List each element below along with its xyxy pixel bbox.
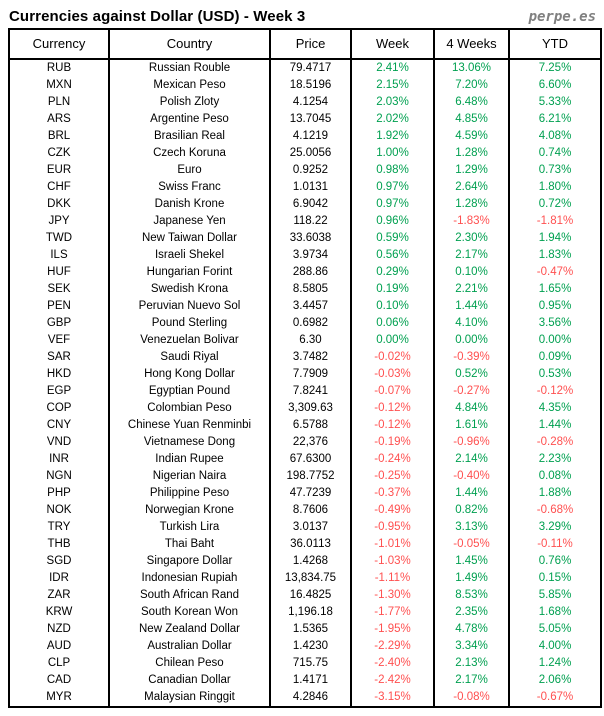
currency-code-cell: NOK	[10, 502, 110, 519]
currency-code-cell: EGP	[10, 383, 110, 400]
table-row	[10, 400, 600, 417]
ytd-change-cell: 1.83%	[538, 249, 572, 261]
price-cell: 0.6982	[271, 315, 352, 332]
col-header-4weeks: 4 Weeks	[435, 30, 510, 58]
table-row	[10, 689, 600, 706]
country-cell: Russian Rouble	[110, 60, 271, 77]
country-cell: Danish Krone	[110, 196, 271, 213]
ytd-change-cell: 1.68%	[538, 606, 572, 618]
country-cell: Polish Zloty	[110, 94, 271, 111]
table-row	[10, 366, 600, 383]
price-cell: 6.9042	[271, 196, 352, 213]
4weeks-change-cell: 2.17%	[435, 672, 510, 689]
ytd-change-cell: 1.80%	[538, 181, 572, 193]
table-row	[10, 77, 600, 94]
country-cell: Israeli Shekel	[110, 247, 271, 264]
table-row	[10, 264, 600, 281]
week-change-cell: 0.97%	[352, 196, 435, 213]
ytd-change-cell: 0.53%	[538, 368, 572, 380]
country-cell: Vietnamese Dong	[110, 434, 271, 451]
table-row	[10, 553, 600, 570]
ytd-change-cell: 0.09%	[538, 351, 572, 363]
4weeks-change-cell: 3.34%	[435, 638, 510, 655]
table-row	[10, 519, 600, 536]
ytd-change-cell: 3.56%	[538, 317, 572, 329]
country-cell: Mexican Peso	[110, 77, 271, 94]
col-header-price: Price	[271, 30, 352, 58]
price-cell: 1.4171	[271, 672, 352, 689]
ytd-change-cell: 6.21%	[538, 113, 572, 125]
week-change-cell: 0.97%	[352, 179, 435, 196]
price-cell: 79.4717	[271, 60, 352, 77]
week-change-cell: 0.10%	[352, 298, 435, 315]
4weeks-change-cell: 0.10%	[435, 264, 510, 281]
price-cell: 0.9252	[271, 162, 352, 179]
ytd-change-cell: -1.81%	[536, 215, 574, 227]
ytd-change-cell: 0.08%	[538, 470, 572, 482]
price-cell: 1.4268	[271, 553, 352, 570]
currency-code-cell: MYR	[10, 689, 110, 706]
table-row	[10, 383, 600, 400]
table-row	[10, 417, 600, 434]
week-change-cell: -1.77%	[352, 604, 435, 621]
ytd-change-cell: 1.94%	[538, 232, 572, 244]
currency-code-cell: IDR	[10, 570, 110, 587]
4weeks-change-cell: -0.40%	[435, 468, 510, 485]
currency-code-cell: CHF	[10, 179, 110, 196]
table-row	[10, 230, 600, 247]
4weeks-change-cell: -0.05%	[435, 536, 510, 553]
ytd-change-cell: 3.29%	[538, 521, 572, 533]
table-row	[10, 451, 600, 468]
country-cell: Argentine Peso	[110, 111, 271, 128]
ytd-change-cell: 5.85%	[538, 589, 572, 601]
4weeks-change-cell: 1.29%	[435, 162, 510, 179]
table-row	[10, 349, 600, 366]
country-cell: Nigerian Naira	[110, 468, 271, 485]
week-change-cell: 0.98%	[352, 162, 435, 179]
week-change-cell: -0.03%	[352, 366, 435, 383]
4weeks-change-cell: 4.85%	[435, 111, 510, 128]
ytd-change-cell: 4.35%	[538, 402, 572, 414]
4weeks-change-cell: -1.83%	[435, 213, 510, 230]
table-row	[10, 298, 600, 315]
ytd-change-cell: 5.05%	[538, 623, 572, 635]
table-row	[10, 570, 600, 587]
price-cell: 6.30	[271, 332, 352, 349]
4weeks-change-cell: 0.82%	[435, 502, 510, 519]
week-change-cell: 1.92%	[352, 128, 435, 145]
currency-code-cell: DKK	[10, 196, 110, 213]
ytd-change-cell: -0.11%	[537, 538, 573, 550]
4weeks-change-cell: 1.61%	[435, 417, 510, 434]
week-change-cell: -0.25%	[352, 468, 435, 485]
table-row	[10, 162, 600, 179]
ytd-change-cell: 0.72%	[538, 198, 572, 210]
ytd-change-cell: 0.74%	[538, 147, 572, 159]
country-cell: New Zealand Dollar	[110, 621, 271, 638]
4weeks-change-cell: -0.39%	[435, 349, 510, 366]
table-row	[10, 434, 600, 451]
country-cell: Saudi Riyal	[110, 349, 271, 366]
price-cell: 7.7909	[271, 366, 352, 383]
week-change-cell: 2.41%	[352, 60, 435, 77]
week-change-cell: 0.29%	[352, 264, 435, 281]
table-row	[10, 536, 600, 553]
week-change-cell: 0.56%	[352, 247, 435, 264]
price-cell: 288.86	[271, 264, 352, 281]
table-row	[10, 281, 600, 298]
4weeks-change-cell: 2.21%	[435, 281, 510, 298]
price-cell: 3.0137	[271, 519, 352, 536]
table-row	[10, 94, 600, 111]
currency-code-cell: AUD	[10, 638, 110, 655]
currency-code-cell: JPY	[10, 213, 110, 230]
week-change-cell: 0.59%	[352, 230, 435, 247]
4weeks-change-cell: -0.27%	[435, 383, 510, 400]
currency-code-cell: ILS	[10, 247, 110, 264]
col-header-currency: Currency	[10, 30, 110, 58]
currency-code-cell: CAD	[10, 672, 110, 689]
table-row	[10, 672, 600, 689]
price-cell: 22,376	[271, 434, 352, 451]
week-change-cell: -1.30%	[352, 587, 435, 604]
week-change-cell: 2.15%	[352, 77, 435, 94]
price-cell: 3.9734	[271, 247, 352, 264]
country-cell: Chinese Yuan Renminbi	[110, 417, 271, 434]
4weeks-change-cell: 4.84%	[435, 400, 510, 417]
price-cell: 118.22	[271, 213, 352, 230]
ytd-change-cell: 1.65%	[538, 283, 572, 295]
price-cell: 1,196.18	[271, 604, 352, 621]
week-change-cell: 2.02%	[352, 111, 435, 128]
country-cell: Malaysian Ringgit	[110, 689, 271, 706]
currency-code-cell: PHP	[10, 485, 110, 502]
currency-code-cell: BRL	[10, 128, 110, 145]
week-change-cell: -3.15%	[352, 689, 435, 706]
country-cell: South Korean Won	[110, 604, 271, 621]
ytd-change-cell: 0.00%	[538, 334, 572, 346]
brand-watermark: perpe.es	[528, 9, 596, 25]
price-cell: 1.5365	[271, 621, 352, 638]
country-cell: Peruvian Nuevo Sol	[110, 298, 271, 315]
week-change-cell: 0.96%	[352, 213, 435, 230]
4weeks-change-cell: 2.14%	[435, 451, 510, 468]
currency-code-cell: ZAR	[10, 587, 110, 604]
country-cell: Turkish Lira	[110, 519, 271, 536]
country-cell: Thai Baht	[110, 536, 271, 553]
ytd-change-cell: 7.25%	[538, 62, 572, 74]
currency-code-cell: TWD	[10, 230, 110, 247]
week-change-cell: 1.00%	[352, 145, 435, 162]
price-cell: 3.7482	[271, 349, 352, 366]
currency-code-cell: EUR	[10, 162, 110, 179]
4weeks-change-cell: 7.20%	[435, 77, 510, 94]
ytd-change-cell: -0.28%	[536, 436, 574, 448]
currency-code-cell: TRY	[10, 519, 110, 536]
4weeks-change-cell: 1.44%	[435, 298, 510, 315]
country-cell: Colombian Peso	[110, 400, 271, 417]
country-cell: Philippine Peso	[110, 485, 271, 502]
week-change-cell: 2.03%	[352, 94, 435, 111]
currency-code-cell: CNY	[10, 417, 110, 434]
week-change-cell: -0.24%	[352, 451, 435, 468]
ytd-change-cell: 0.15%	[538, 572, 572, 584]
price-cell: 3.4457	[271, 298, 352, 315]
currency-code-cell: KRW	[10, 604, 110, 621]
4weeks-change-cell: 2.30%	[435, 230, 510, 247]
table-row	[10, 332, 600, 349]
country-cell: Swiss Franc	[110, 179, 271, 196]
ytd-change-cell: -0.47%	[536, 266, 574, 278]
currency-code-cell: CZK	[10, 145, 110, 162]
ytd-change-cell: 4.00%	[538, 640, 572, 652]
currency-code-cell: COP	[10, 400, 110, 417]
country-cell: Singapore Dollar	[110, 553, 271, 570]
price-cell: 16.4825	[271, 587, 352, 604]
currency-code-cell: VND	[10, 434, 110, 451]
col-header-country: Country	[110, 30, 271, 58]
price-cell: 4.2846	[271, 689, 352, 706]
price-cell: 8.7606	[271, 502, 352, 519]
currency-code-cell: MXN	[10, 77, 110, 94]
table-row	[10, 196, 600, 213]
price-cell: 7.8241	[271, 383, 352, 400]
week-change-cell: 0.06%	[352, 315, 435, 332]
table-row	[10, 128, 600, 145]
country-cell: Australian Dollar	[110, 638, 271, 655]
table-row	[10, 638, 600, 655]
week-change-cell: -0.12%	[352, 417, 435, 434]
col-header-week: Week	[352, 30, 435, 58]
price-cell: 18.5196	[271, 77, 352, 94]
country-cell: Japanese Yen	[110, 213, 271, 230]
price-cell: 67.6300	[271, 451, 352, 468]
country-cell: New Taiwan Dollar	[110, 230, 271, 247]
country-cell: Euro	[110, 162, 271, 179]
4weeks-change-cell: -0.08%	[435, 689, 510, 706]
week-change-cell: -2.29%	[352, 638, 435, 655]
table-row	[10, 468, 600, 485]
ytd-change-cell: 0.76%	[538, 555, 572, 567]
ytd-change-cell: 2.23%	[538, 453, 572, 465]
table-row	[10, 247, 600, 264]
week-change-cell: -2.42%	[352, 672, 435, 689]
country-cell: Brasilian Real	[110, 128, 271, 145]
currency-code-cell: THB	[10, 536, 110, 553]
week-change-cell: -0.07%	[352, 383, 435, 400]
currency-code-cell: INR	[10, 451, 110, 468]
currency-code-cell: HKD	[10, 366, 110, 383]
week-change-cell: 0.00%	[352, 332, 435, 349]
week-change-cell: -0.12%	[352, 400, 435, 417]
week-change-cell: -0.02%	[352, 349, 435, 366]
ytd-change-cell: -0.67%	[536, 691, 574, 703]
table-header-row	[10, 30, 600, 60]
country-cell: Venezuelan Bolivar	[110, 332, 271, 349]
4weeks-change-cell: 1.28%	[435, 196, 510, 213]
price-cell: 8.5805	[271, 281, 352, 298]
table-row	[10, 145, 600, 162]
table-row	[10, 60, 600, 77]
price-cell: 47.7239	[271, 485, 352, 502]
4weeks-change-cell: 1.45%	[435, 553, 510, 570]
week-change-cell: -0.95%	[352, 519, 435, 536]
currency-code-cell: NZD	[10, 621, 110, 638]
country-cell: Pound Sterling	[110, 315, 271, 332]
currency-code-cell: NGN	[10, 468, 110, 485]
country-cell: Czech Koruna	[110, 145, 271, 162]
table-row	[10, 621, 600, 638]
table-row	[10, 179, 600, 196]
currency-code-cell: SGD	[10, 553, 110, 570]
week-change-cell: -1.11%	[352, 570, 435, 587]
country-cell: Hungarian Forint	[110, 264, 271, 281]
table-row	[10, 111, 600, 128]
page-title: Currencies against Dollar (USD) - Week 3	[9, 8, 306, 25]
week-change-cell: -1.01%	[352, 536, 435, 553]
ytd-change-cell: 0.73%	[538, 164, 572, 176]
4weeks-change-cell: 8.53%	[435, 587, 510, 604]
4weeks-change-cell: 0.52%	[435, 366, 510, 383]
ytd-change-cell: -0.12%	[536, 385, 574, 397]
country-cell: Canadian Dollar	[110, 672, 271, 689]
4weeks-change-cell: 1.44%	[435, 485, 510, 502]
country-cell: Norwegian Krone	[110, 502, 271, 519]
table-row	[10, 604, 600, 621]
price-cell: 3,309.63	[271, 400, 352, 417]
ytd-change-cell: -0.68%	[536, 504, 574, 516]
price-cell: 715.75	[271, 655, 352, 672]
week-change-cell: -0.19%	[352, 434, 435, 451]
country-cell: Chilean Peso	[110, 655, 271, 672]
4weeks-change-cell: 13.06%	[435, 60, 510, 77]
ytd-change-cell: 4.08%	[538, 130, 572, 142]
4weeks-change-cell: 0.00%	[435, 332, 510, 349]
week-change-cell: -0.37%	[352, 485, 435, 502]
4weeks-change-cell: 4.59%	[435, 128, 510, 145]
ytd-change-cell: 0.95%	[538, 300, 572, 312]
currency-code-cell: SEK	[10, 281, 110, 298]
week-change-cell: -1.95%	[352, 621, 435, 638]
4weeks-change-cell: -0.96%	[435, 434, 510, 451]
currency-code-cell: RUB	[10, 60, 110, 77]
ytd-change-cell: 6.60%	[538, 79, 572, 91]
price-cell: 25.0056	[271, 145, 352, 162]
4weeks-change-cell: 2.35%	[435, 604, 510, 621]
title-bar	[0, 0, 604, 28]
price-cell: 36.0113	[271, 536, 352, 553]
week-change-cell: 0.19%	[352, 281, 435, 298]
country-cell: Egyptian Pound	[110, 383, 271, 400]
country-cell: Hong Kong Dollar	[110, 366, 271, 383]
price-cell: 4.1219	[271, 128, 352, 145]
currency-code-cell: ARS	[10, 111, 110, 128]
table-row	[10, 655, 600, 672]
ytd-change-cell: 1.24%	[538, 657, 572, 669]
4weeks-change-cell: 2.17%	[435, 247, 510, 264]
price-cell: 1.4230	[271, 638, 352, 655]
ytd-change-cell: 1.88%	[538, 487, 572, 499]
currency-code-cell: CLP	[10, 655, 110, 672]
table-row	[10, 587, 600, 604]
4weeks-change-cell: 1.49%	[435, 570, 510, 587]
4weeks-change-cell: 2.64%	[435, 179, 510, 196]
ytd-change-cell: 5.33%	[538, 96, 572, 108]
4weeks-change-cell: 4.78%	[435, 621, 510, 638]
4weeks-change-cell: 2.13%	[435, 655, 510, 672]
week-change-cell: -2.40%	[352, 655, 435, 672]
col-header-ytd: YTD	[542, 36, 568, 51]
price-cell: 1.0131	[271, 179, 352, 196]
4weeks-change-cell: 4.10%	[435, 315, 510, 332]
table-row	[10, 485, 600, 502]
currency-code-cell: HUF	[10, 264, 110, 281]
ytd-change-cell: 1.44%	[538, 419, 572, 431]
price-cell: 33.6038	[271, 230, 352, 247]
currency-table	[8, 28, 602, 708]
currency-code-cell: GBP	[10, 315, 110, 332]
currency-code-cell: SAR	[10, 349, 110, 366]
4weeks-change-cell: 6.48%	[435, 94, 510, 111]
price-cell: 4.1254	[271, 94, 352, 111]
price-cell: 13,834.75	[271, 570, 352, 587]
4weeks-change-cell: 1.28%	[435, 145, 510, 162]
ytd-change-cell: 2.06%	[538, 674, 572, 686]
price-cell: 13.7045	[271, 111, 352, 128]
table-row	[10, 502, 600, 519]
price-cell: 6.5788	[271, 417, 352, 434]
country-cell: Swedish Krona	[110, 281, 271, 298]
price-cell: 198.7752	[271, 468, 352, 485]
currency-code-cell: VEF	[10, 332, 110, 349]
table-row	[10, 213, 600, 230]
country-cell: Indonesian Rupiah	[110, 570, 271, 587]
country-cell: South African Rand	[110, 587, 271, 604]
week-change-cell: -0.49%	[352, 502, 435, 519]
table-body	[10, 60, 600, 706]
4weeks-change-cell: 3.13%	[435, 519, 510, 536]
table-row	[10, 315, 600, 332]
country-cell: Indian Rupee	[110, 451, 271, 468]
currency-code-cell: PLN	[10, 94, 110, 111]
currency-code-cell: PEN	[10, 298, 110, 315]
week-change-cell: -1.03%	[352, 553, 435, 570]
